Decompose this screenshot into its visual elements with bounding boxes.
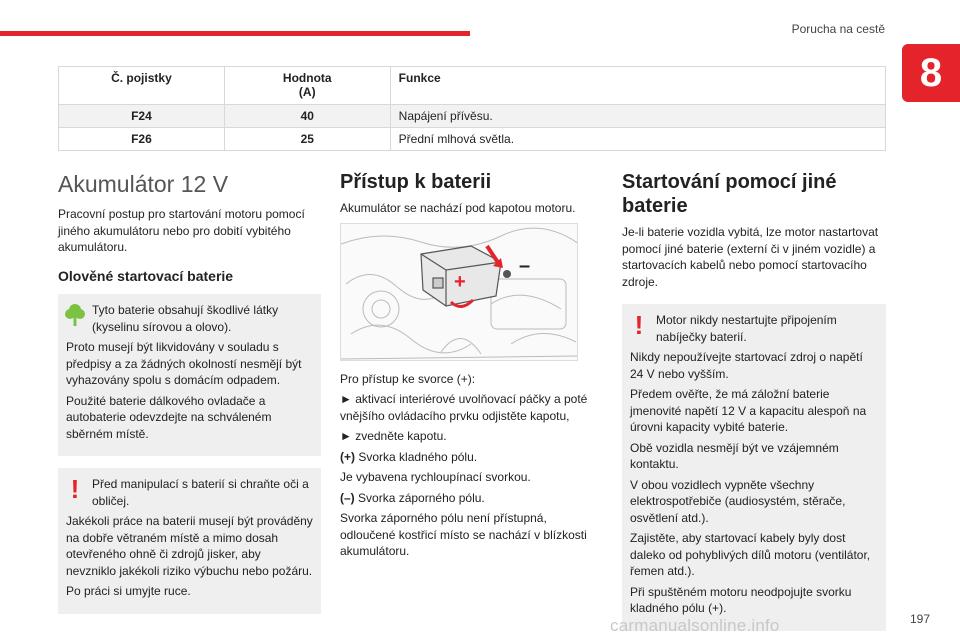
ground-point-note: Svorka záporného pólu není přístupná, odloučené kostřicí místo se nachází v blízkosti akumulátoru. — [340, 511, 587, 558]
section-title-access: Přístup k baterii — [340, 171, 492, 193]
warning-line: Předem ověřte, že má záložní baterie jmenovité napětí 12 V a kapacitu alespoň na úrovni kapacity vybité baterie. — [630, 387, 867, 434]
cell-fuse: F24 — [59, 105, 225, 128]
top-accent-bar — [0, 31, 470, 36]
warning-box — [58, 468, 321, 614]
column-header-fuse: Č. pojistky — [59, 67, 225, 105]
watermark: carmanualsonline.info — [610, 616, 780, 635]
negative-terminal-symbol: – — [519, 254, 531, 277]
warning-line: Při spuštěném motoru neodpojujte svorku kladného pólu (+). — [630, 584, 852, 615]
eco-line: Tyto baterie obsahují škodlivé látky (kyselinu sírovou a olovo). — [92, 303, 279, 334]
column-jump-start — [622, 170, 886, 640]
subsection-title-lead-batteries: Olověné startovací baterie — [58, 267, 234, 284]
cell-function: Napájení přívěsu. — [390, 105, 885, 128]
exclamation-icon: ! — [634, 310, 644, 340]
warning-line: Motor nikdy nestartujte připojením nabíječky baterií. — [656, 313, 837, 344]
positive-terminal-note: (+) Svorka kladného pólu. — [340, 449, 478, 464]
cell-value: 25 — [224, 128, 390, 151]
chapter-title: Porucha na cestě — [791, 22, 885, 36]
warning-line: Po práci si umyjte ruce. — [66, 584, 191, 598]
cell-fuse: F26 — [59, 128, 225, 151]
quick-clamp-note: Je vybavena rychloupínací svorkou. — [340, 470, 531, 484]
positive-terminal-symbol: + — [454, 270, 466, 293]
fuse-table — [58, 66, 886, 151]
section-title-battery: Akumulátor 12 V — [58, 171, 229, 197]
eco-line: Proto musejí být likvidovány v souladu s předpisy a za žádných okolností nesmějí být vyhazovány spolu s domácím odpadem. — [66, 340, 302, 387]
column-header-function: Funkce — [390, 67, 885, 105]
access-intro: Akumulátor se nachází pod kapotou motoru. — [340, 201, 576, 215]
eco-line: Použité baterie dálkového ovladače a autobaterie odevzdejte na schváleném sběrném místě. — [66, 393, 272, 441]
jump-start-intro: Je-li baterie vozidla vybitá, lze motor nastartovat pomocí jiné baterie (externí či v jiném vozidle) a startovacích kabelů nebo pomocí startovacího zdroje. — [622, 225, 879, 289]
negative-label: (–) — [340, 490, 355, 505]
chapter-number-tab[interactable]: 8 — [902, 44, 960, 102]
tree-icon — [64, 302, 86, 328]
positive-label: (+) — [340, 449, 355, 464]
column-battery-access — [340, 170, 602, 564]
cell-function: Přední mlhová světla. — [390, 128, 885, 151]
cell-value: 40 — [224, 105, 390, 128]
warning-line: Zajistěte, aby startovací kabely byly dost daleko od pohyblivých dílů motoru (ventilátor, řemen atd.). — [630, 531, 871, 578]
section-title-jump-start: Startování pomocí jiné baterie — [622, 171, 837, 217]
warning-line: Jakékoli práce na baterii musejí být prováděny na dobře větraném místě a mimo dosah otevřeného ohně či zdrojů jisker, aby nevzniklo jakékoli riziko výbuchu nebo požáru. — [66, 514, 313, 578]
exclamation-icon: ! — [70, 474, 80, 504]
column-battery-12v — [58, 170, 321, 626]
eco-info-box — [58, 294, 321, 456]
warning-line: Nikdy nepoužívejte startovací zdroj o napětí 24 V nebo vyšším. — [630, 350, 863, 381]
engine-bay-illustration — [340, 223, 578, 361]
battery-intro: Pracovní postup pro startování motoru pomocí jiného akumulátoru nebo pro dobití vybitého akumulátoru. — [58, 207, 305, 254]
access-step: ► aktivací interiérové uvolňovací páčky a poté vnějšího ovládacího prvku odjistěte kapotu, — [340, 392, 588, 423]
warning-line: Před manipulací s baterií si chraňte oči a obličej. — [92, 477, 309, 508]
warning-line: Obě vozidla nesmějí být ve vzájemném kontaktu. — [630, 440, 839, 471]
page-number: 197 — [909, 612, 930, 626]
table-row — [59, 128, 886, 151]
negative-terminal-note: (–) Svorka záporného pólu. — [340, 490, 485, 505]
access-line: Pro přístup ke svorce (+): — [340, 371, 476, 386]
access-step: ► zvedněte kapotu. — [340, 429, 447, 443]
warning-line: V obou vozidlech vypněte všechny elektrospotřebiče (audiosystém, stěrače, osvětlení atd.). — [630, 477, 846, 525]
warning-box — [622, 304, 886, 631]
table-row — [59, 105, 886, 128]
column-header-value: Hodnota (A) — [224, 67, 390, 105]
table-header-row — [59, 67, 886, 105]
